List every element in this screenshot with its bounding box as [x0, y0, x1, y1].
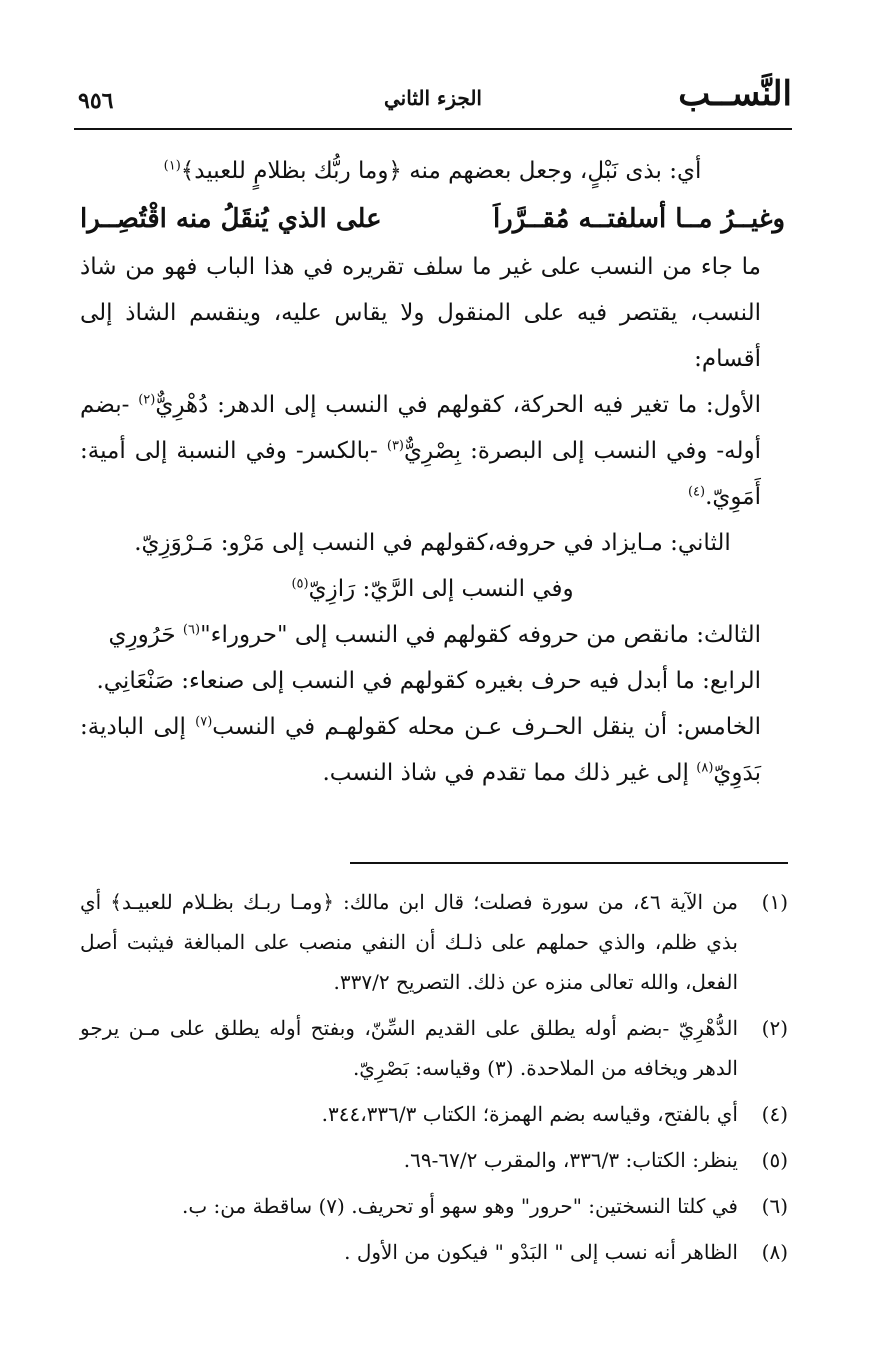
footnote-ref: (٢) — [138, 392, 156, 408]
main-text — [80, 148, 785, 796]
volume-label: الجزء الثاني — [384, 86, 482, 110]
footnote-number: (٨) — [761, 1240, 788, 1264]
paragraph-third: الثالث: مانقص من حروفه كقولهم في النسب إلى "حروراء"$^{(٦)}$ حَرُورِي — [108, 622, 761, 648]
paragraph-second-a: الثاني: مـايزاد في حروفه،كقولهم في النسب إلى مَرْو: مَـرْوَزِيّ. — [134, 530, 731, 556]
footnote-text: في كلتا النسختين: "حرور" وهو سهو أو تحريف. (٧) ساقطة من: ب. — [182, 1194, 738, 1218]
quran-line: أي: بذى نَبْلٍ، وجعل بعضهم منه ﴿وما ربُّك بظلامٍ للعبيد﴾$^{(١)}$ — [163, 158, 702, 184]
footnote-text: الظاهر أنه نسب إلى " البَدْو " فيكون من الأول . — [344, 1240, 738, 1264]
page-number: ٩٥٦ — [78, 88, 114, 114]
verse-hemistich-right: وغيــرُ مــا أسلفتــه مُقــرَّراَ — [492, 204, 785, 234]
footnote-item — [80, 1232, 788, 1272]
footnote-ref: (٨) — [696, 760, 714, 776]
footnote-item — [80, 1186, 788, 1226]
footnote-number: (٢) — [761, 1016, 788, 1040]
footnotes — [80, 882, 788, 1278]
poem-verse — [80, 194, 785, 244]
footnote-ref: (٤) — [687, 484, 706, 500]
footnote-text: الدُّهْرِيّ -بضم أوله يطلق على القديم السِّنّ، وبفتح أوله يطلق على مـن يرجو الدهر ويخافه من الملاحدة. (٣) وقياسه: بَصْرِيّ. — [80, 1016, 738, 1080]
footnote-item — [80, 1094, 788, 1134]
footnote-text: من الآية ٤٦، من سورة فصلت؛ قال ابن مالك: ﴿ومـا ربـك بظـلام للعبيـد﴾ أي بذي ظلم، والذي حملهم على ذلـك أن النفي منصب على المبالغة فيثبت أصل الفعل، والله تعالى منزه عن ذلك. التصريح ٣٣٧/٢. — [80, 890, 739, 994]
footnote-ref: (٦) — [182, 622, 201, 638]
footnote-separator — [350, 862, 788, 864]
paragraph-intro: ما جاء من النسب على غير ما سلف تقريره في هذا الباب فهو من شاذ النسب، يقتصر فيه على المنقول ولا يقاس عليه، وينقسم الشاذ إلى أقسام: — [80, 254, 761, 372]
chapter-title: النَّســب — [678, 74, 792, 114]
paragraph-second-b: وفي النسب إلى الرَّيّ: رَازِيّ$^{(٥)}$ — [291, 576, 574, 602]
footnote-item — [80, 1140, 788, 1180]
footnote-ref: (٧) — [195, 714, 213, 730]
paragraph-fifth: الخامس: أن ينقل الحـرف عـن محله كقولهـم في النسب$^{(٧)}$ إلى البادية: بَدَوِيّ$^{(٨)}$ إلى غير ذلك مما تقدم في شاذ النسب. — [80, 714, 761, 786]
footnote-ref: (١) — [163, 158, 181, 174]
footnote-ref: (٣) — [386, 438, 404, 454]
paragraph-fourth: الرابع: ما أبدل فيه حرف بغيره كقولهم في النسب إلى صنعاء: صَنْعَانِي. — [96, 668, 761, 694]
footnote-item — [80, 1008, 788, 1088]
footnote-text: أي بالفتح، وقياسه بضم الهمزة؛ الكتاب ٣٤٤،٣٣٦/٣. — [321, 1102, 738, 1126]
footnote-number: (٥) — [761, 1148, 788, 1172]
footnote-number: (١) — [761, 890, 788, 914]
paragraph-first: الأول: ما تغير فيه الحركة، كقولهم في النسب إلى الدهر: دُهْرِيٌّ$^{(٢)}$ -بضم أوله- وفي النسب إلى البصرة: بِصْرِيٌّ$^{(٣)}$ -بالكسر- وفي النسبة إلى أمية: أَمَوِيّ.$^{(٤)}$ — [80, 392, 761, 510]
header-rule — [74, 128, 792, 130]
footnote-number: (٤) — [761, 1102, 788, 1126]
running-header — [74, 74, 792, 126]
footnote-ref: (٥) — [291, 576, 309, 592]
verse-hemistich-left: على الذي يُنقَلُ منه اقْتُصِــرا — [80, 204, 382, 234]
footnote-item — [80, 882, 788, 1002]
footnote-text: ينظر: الكتاب: ٣٣٦/٣، والمقرب ٦٧/٢-٦٩. — [403, 1148, 738, 1172]
footnote-number: (٦) — [761, 1194, 788, 1218]
